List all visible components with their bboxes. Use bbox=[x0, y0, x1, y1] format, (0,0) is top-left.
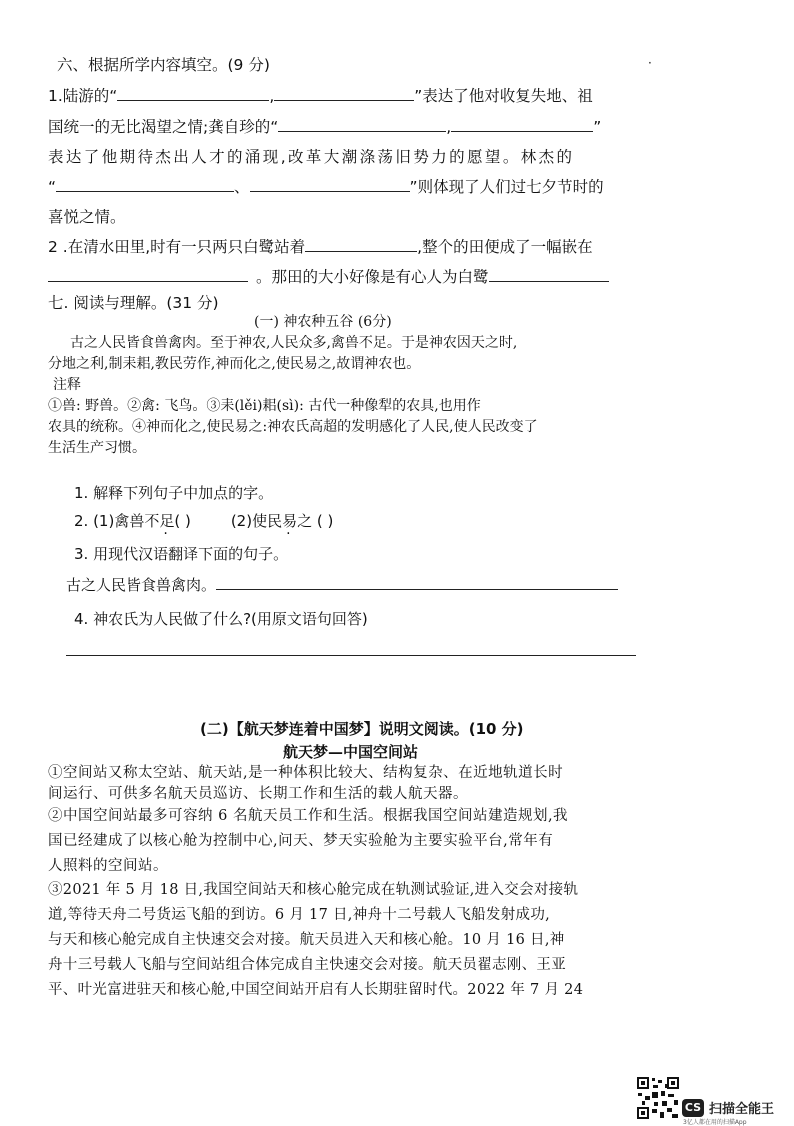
text: “ bbox=[48, 178, 57, 196]
answer-paren[interactable]: ( ) bbox=[174, 512, 191, 530]
blank-field[interactable] bbox=[489, 280, 609, 282]
part1-notes-label: 注释 bbox=[53, 377, 81, 393]
blank-field[interactable] bbox=[451, 130, 593, 132]
part1-q3-sentence bbox=[66, 576, 618, 594]
blank-field[interactable] bbox=[274, 99, 414, 101]
part1-title: (一) 神农种五谷 (6分) bbox=[254, 314, 392, 330]
text: 1.陆游的“ bbox=[48, 87, 118, 105]
part1-text-line2: 分地之利,制耒耜,教民劳作,神而化之,使民易之,故谓神农也。 bbox=[48, 356, 421, 372]
part2-title: (二)【航天梦连着中国梦】说明文阅读。(10 分) bbox=[200, 720, 524, 738]
part1-q2 bbox=[74, 512, 333, 530]
s6-q1-line3: 表达了他期待杰出人才的涌现,改革大潮涤荡旧势力的愿望。林杰的 bbox=[48, 148, 575, 166]
dotted-char: 足 bbox=[159, 512, 175, 530]
text: ”则体现了人们过七夕节时的 bbox=[409, 178, 604, 196]
camscanner-logo: CS bbox=[682, 1099, 704, 1117]
s6-q1-line2 bbox=[48, 118, 601, 137]
text: , bbox=[269, 87, 275, 105]
s6-q1-line5: 喜悦之情。 bbox=[48, 208, 126, 226]
text: 2 .在清水田里,时有一只两只白鹭站着 bbox=[48, 238, 306, 256]
scanner-app-subtitle: 3亿人都在用的扫描App bbox=[683, 1119, 747, 1126]
answer-line[interactable] bbox=[216, 588, 618, 590]
text: 古之人民皆食兽禽肉。 bbox=[66, 576, 217, 594]
part2-subtitle: 航天梦—中国空间站 bbox=[283, 743, 419, 761]
qr-code-icon bbox=[636, 1076, 680, 1120]
part1-q4: 4. 神农氏为人民做了什么?(用原文语句回答) bbox=[74, 610, 368, 628]
p2-line3: 人照料的空间站。 bbox=[48, 858, 168, 874]
text: , bbox=[446, 118, 452, 136]
blank-field[interactable] bbox=[278, 130, 446, 132]
part1-note-line1: ①兽: 野兽。②禽: 飞鸟。③耒(lěi)耜(sì): 古代一种像犁的农具,也用作 bbox=[48, 398, 481, 414]
blank-field[interactable] bbox=[117, 99, 269, 101]
text: ,整个的田便成了一幅嵌在 bbox=[417, 238, 593, 256]
s6-q2-line1 bbox=[48, 238, 593, 257]
part1-note-line3: 生活生产习惯。 bbox=[48, 440, 146, 456]
corner-mark: · bbox=[648, 56, 652, 70]
text: 、 bbox=[234, 178, 250, 196]
answer-paren[interactable]: 之 ( ) bbox=[297, 512, 334, 530]
answer-line[interactable] bbox=[66, 655, 636, 656]
p3-line1: ③2021 年 5 月 18 日,我国空间站天和核心舱完成在轨测试验证,进入交会对接轨 bbox=[48, 882, 579, 898]
s6-q1-line1 bbox=[48, 87, 593, 106]
p3-line5: 平、叶光富进驻天和核心舱,中国空间站开启有人长期驻留时代。2022 年 7 月 24 bbox=[48, 982, 584, 998]
text: 2. (1)禽兽不 bbox=[74, 512, 160, 530]
blank-field[interactable] bbox=[48, 280, 248, 282]
p1-line1: ①空间站又称太空站、航天站,是一种体积比较大、结构复杂、在近地轨道长时 bbox=[48, 765, 564, 781]
blank-field[interactable] bbox=[305, 250, 417, 252]
part1-note-line2: 农具的统称。④神而化之,使民易之:神农氏高超的发明感化了人民,使人民改变了 bbox=[48, 419, 538, 435]
scanner-app-title: 扫描全能王 bbox=[709, 1102, 775, 1117]
p3-line3: 与天和核心舱完成自主快速交会对接。航天员进入天和核心舱。10 月 16 日,神 bbox=[48, 932, 565, 948]
part1-text-line1: 古之人民皆食兽禽肉。至于神农,人民众多,禽兽不足。于是神农因天之时, bbox=[70, 335, 518, 351]
section6-heading: 六、根据所学内容填空。(9 分) bbox=[57, 56, 270, 74]
p1-line2: 间运行、可供多名航天员巡访、长期工作和生活的载人航天器。 bbox=[48, 786, 468, 802]
dotted-char: 易 bbox=[282, 512, 298, 530]
blank-field[interactable] bbox=[250, 190, 410, 192]
section7-heading: 七. 阅读与理解。(31 分) bbox=[48, 294, 219, 312]
text: (2)使民 bbox=[230, 512, 283, 530]
s6-q1-line4 bbox=[48, 178, 604, 197]
text: 国统一的无比渴望之情;龚自珍的“ bbox=[48, 118, 279, 136]
part1-q1: 1. 解释下列句子中加点的字。 bbox=[74, 484, 274, 502]
p3-line2: 道,等待天舟二号货运飞船的到访。6 月 17 日,神舟十二号载人飞船发射成功, bbox=[48, 907, 551, 923]
blank-field[interactable] bbox=[56, 190, 234, 192]
text: ”表达了他对收复失地、祖 bbox=[414, 87, 593, 105]
p3-line4: 舟十三号载人飞船与空间站组合体完成自主快速交会对接。航天员翟志刚、王亚 bbox=[48, 957, 566, 973]
text: ” bbox=[593, 118, 602, 136]
part1-q3: 3. 用现代汉语翻译下面的句子。 bbox=[74, 545, 289, 563]
p2-line1: ②中国空间站最多可容纳 6 名航天员工作和生活。根据我国空间站建造规划,我 bbox=[48, 808, 569, 824]
text: 。那田的大小好像是有心人为白鹭 bbox=[256, 268, 489, 286]
p2-line2: 国已经建成了以核心舱为控制中心,问天、梦天实验舱为主要实验平台,常年有 bbox=[48, 833, 554, 849]
s6-q2-line2 bbox=[48, 268, 609, 287]
